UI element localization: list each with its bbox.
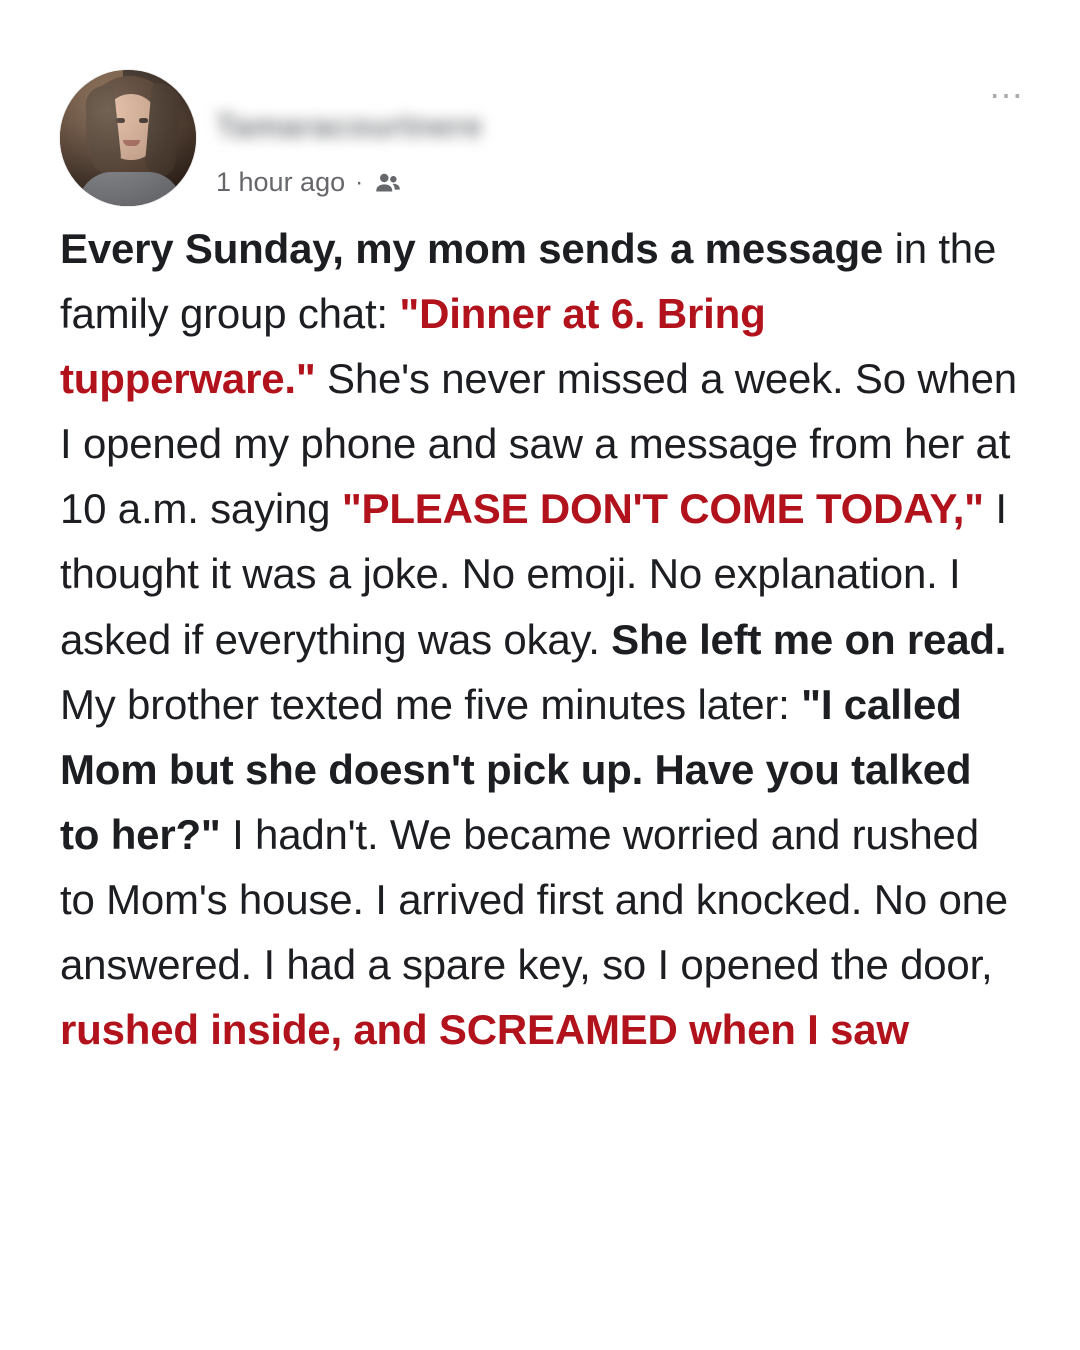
avatar-shading — [60, 70, 196, 206]
post-text-5: I hadn't. We became worried — [220, 810, 760, 858]
post-text-highlight-1: "Dinner at 6. Bring tupperware." — [60, 290, 766, 403]
avatar[interactable] — [60, 70, 196, 206]
post-text-1: in the family group chat: — [60, 225, 997, 338]
post-meta — [216, 167, 1020, 198]
friends-icon[interactable] — [373, 168, 403, 198]
post-text-bold-2: She left me on read. — [611, 615, 1007, 663]
post-body — [60, 216, 1020, 1062]
post-timestamp[interactable]: 1 hour ago — [216, 167, 346, 197]
post-text-bold-3: "I called Mom but she doesn't pick up. Have you talked to her?" — [60, 680, 972, 858]
post-header — [60, 70, 1020, 210]
post-author-block — [216, 70, 1020, 198]
post-text-highlight-3: rushed inside, and SCREAMED when I saw — [60, 1006, 909, 1054]
post-text-6: and rushed to Mom's house. I arrived first and knocked. No one answered. I had a spare key, so I opened the door, — [60, 810, 1008, 989]
meta-separator: · — [355, 168, 364, 196]
post-text-3: I thought it was a joke. No emoji. No explanation. I asked if everything was okay. — [60, 485, 1007, 663]
post-text-4: My brother texted me five minutes later: — [60, 680, 802, 728]
author-name[interactable]: Tamaracourtnere — [216, 108, 483, 144]
post-text-highlight-2: "PLEASE DON'T COME TODAY," — [341, 485, 984, 533]
post-text-bold-1: Every Sunday, my mom sends a message — [60, 225, 884, 272]
post-text-2: She's never missed a week. So when I opened my phone and saw a message from her at 10 a.m. saying — [60, 355, 1017, 533]
more-options-icon[interactable]: ⋯ — [989, 77, 1023, 115]
